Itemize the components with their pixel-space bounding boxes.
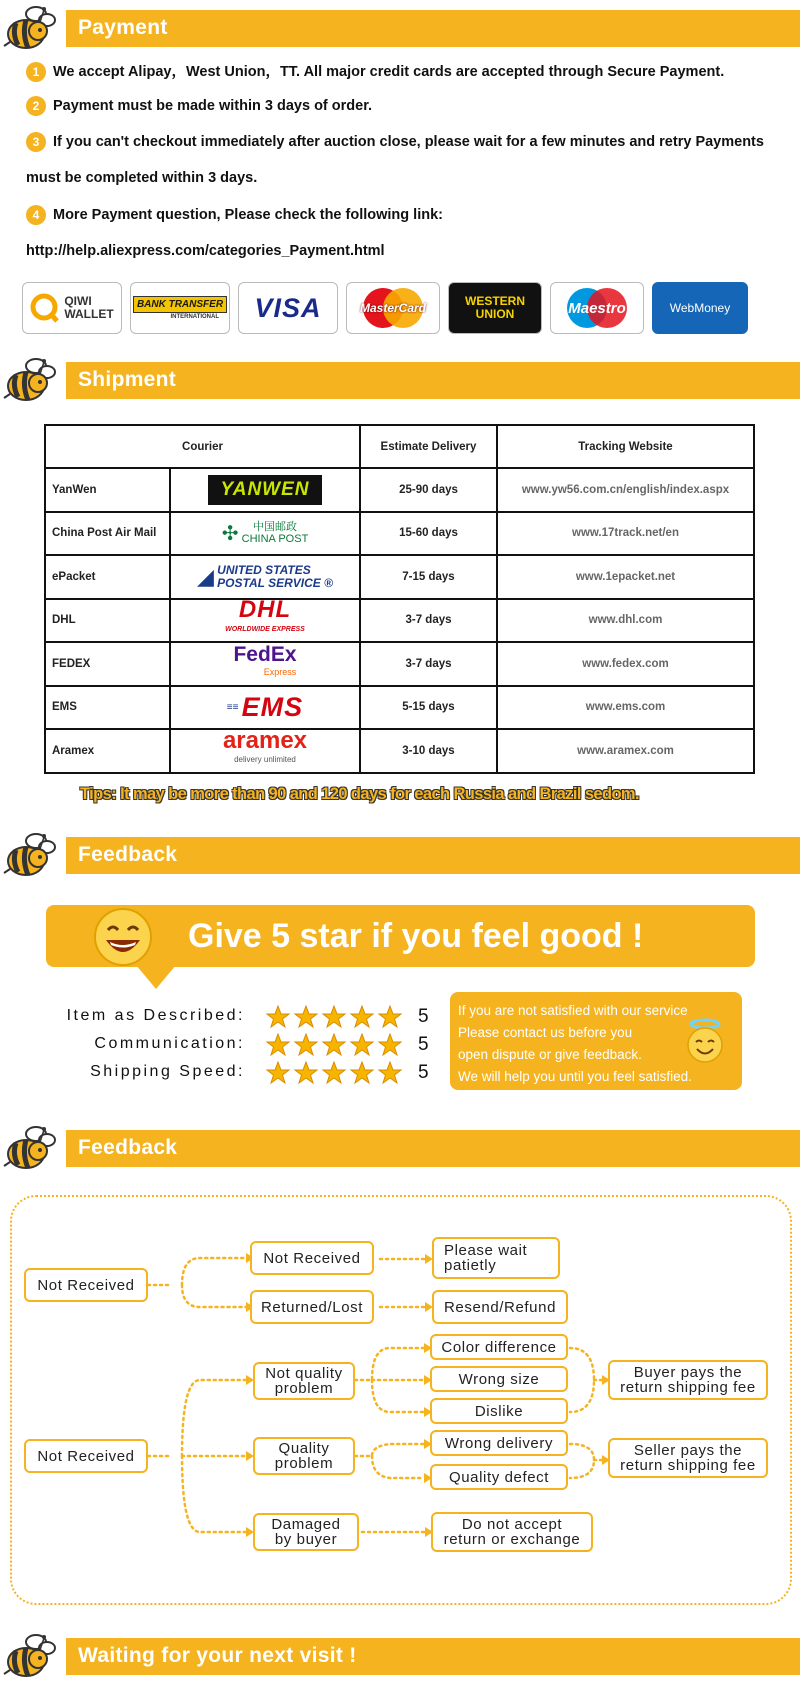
payment-section-header	[0, 0, 800, 60]
courier-name: China Post Air Mail	[45, 512, 170, 556]
flow-node-line: patietly	[444, 1257, 497, 1274]
feedback-flow-section-header	[0, 1120, 800, 1180]
flow-node-not-quality-problem	[253, 1362, 355, 1400]
delivery-time: 25-90 days	[360, 468, 497, 512]
table-header-row	[45, 425, 754, 468]
courier-logo-cell	[170, 468, 360, 512]
flow-node-no-return	[431, 1512, 593, 1552]
delivery-time: 3-10 days	[360, 729, 497, 773]
payment-heading: Payment	[78, 16, 168, 39]
rating-label-communication: Communication:	[94, 1035, 245, 1052]
payment-item-2	[26, 96, 372, 116]
flow-node-line: problem	[274, 1455, 334, 1472]
visa-logo: VISA	[238, 282, 338, 334]
courier-name: Aramex	[45, 729, 170, 773]
flow-node-dislike: Dislike	[430, 1398, 568, 1424]
flow-node-line: Seller pays the	[633, 1442, 743, 1459]
ems-logo: EMS	[241, 691, 304, 722]
tracking-website[interactable]: www.1epacket.net	[497, 555, 754, 599]
note-line: open dispute or give feedback.	[458, 1047, 642, 1062]
tracking-website[interactable]: www.aramex.com	[497, 729, 754, 773]
table-row	[45, 642, 754, 686]
flow-node-line: Not quality	[265, 1365, 343, 1382]
tracking-website[interactable]: www.fedex.com	[497, 642, 754, 686]
smiley-icon	[92, 906, 154, 968]
shipment-header-bar	[66, 362, 800, 399]
table-row	[45, 686, 754, 730]
flow-node-not-received-sub: Not Received	[250, 1241, 374, 1275]
fedex-logo-sub: Express	[263, 667, 297, 678]
footer-header-bar	[66, 1638, 800, 1675]
courier-logo-cell	[170, 642, 360, 686]
courier-logo-cell	[170, 555, 360, 599]
flow-node-line: Buyer pays the	[633, 1364, 743, 1381]
banner-tail	[136, 965, 176, 989]
bee-icon	[2, 827, 58, 883]
number-badge: 2	[26, 96, 46, 116]
qiwi-icon	[30, 293, 60, 323]
fedex-logo: FedEx	[233, 643, 297, 667]
five-star-banner-text: Give 5 star if you feel good !	[188, 917, 644, 955]
rating-score-communication: 5	[418, 1034, 429, 1055]
column-header-courier: Courier	[45, 425, 360, 468]
feedback-section-header	[0, 827, 800, 887]
flow-node-line: Damaged	[271, 1516, 341, 1533]
payment-help-link[interactable]: http://help.aliexpress.com/categories_Payment.html	[26, 243, 385, 259]
flow-node-line: return shipping fee	[620, 1457, 756, 1474]
courier-logo-cell	[170, 686, 360, 730]
courier-logo-cell	[170, 512, 360, 556]
rating-label-item-described: Item as Described:	[66, 1007, 245, 1024]
aramex-logo-sub: delivery unlimited	[234, 755, 296, 765]
usps-logo-line1: UNITED STATES	[217, 562, 311, 577]
courier-name: YanWen	[45, 468, 170, 512]
qiwi-text: QIWI	[64, 294, 92, 308]
ems-stripes-icon: ≡≡	[226, 701, 239, 713]
payment-item-text: Payment must be made within 3 days of order.	[53, 97, 373, 114]
flow-node-returned-lost: Returned/Lost	[250, 1290, 374, 1324]
bee-icon	[2, 1628, 58, 1684]
shipment-tips: Tips: It may be more than 90 and 120 days for each Russia and Brazil sedom.	[80, 785, 639, 803]
angel-smiley-icon	[683, 1018, 727, 1064]
flow-node-not-received: Not Received	[24, 1268, 148, 1302]
flow-node-quality-defect: Quality defect	[430, 1464, 568, 1490]
bee-icon	[2, 352, 58, 408]
flow-node-buyer-pays	[608, 1360, 768, 1400]
payment-item-text: We accept Alipay，West Union，TT. All major credit cards are accepted through Secure Payment.	[53, 64, 725, 80]
flow-node-line: Please wait	[444, 1242, 528, 1259]
note-line: If you are not satisfied with our service	[458, 1003, 688, 1018]
usps-logo-line2: POSTAL SERVICE ®	[217, 575, 333, 590]
flow-node-seller-pays	[608, 1438, 768, 1478]
table-row	[45, 512, 754, 556]
note-line: Please contact us before you	[458, 1025, 633, 1040]
rating-label-shipping-speed: Shipping Speed:	[90, 1063, 245, 1080]
feedback-flow-heading: Feedback	[78, 1136, 178, 1159]
shipment-section-header	[0, 352, 800, 412]
number-badge: 1	[26, 62, 46, 82]
rating-stars-shipping-speed	[266, 1061, 406, 1085]
feedback-heading: Feedback	[78, 843, 178, 866]
payment-item-3	[26, 132, 764, 152]
payment-item-text: More Payment question, Please check the following link:	[53, 206, 443, 223]
international-text: INTERNATIONAL	[170, 314, 219, 320]
table-row	[45, 555, 754, 599]
delivery-time: 5-15 days	[360, 686, 497, 730]
number-badge: 4	[26, 205, 46, 225]
courier-name: FEDEX	[45, 642, 170, 686]
mastercard-text: MasterCard	[359, 301, 427, 315]
courier-name: ePacket	[45, 555, 170, 599]
flow-node-please-wait	[432, 1237, 560, 1279]
flow-node-wrong-size: Wrong size	[430, 1366, 568, 1392]
column-header-tracking: Tracking Website	[497, 425, 754, 468]
table-row	[45, 729, 754, 773]
stars-icon	[266, 1061, 406, 1085]
flow-node-quality-problem	[253, 1437, 355, 1475]
tracking-website[interactable]: www.dhl.com	[497, 599, 754, 643]
delivery-time: 3-7 days	[360, 642, 497, 686]
payment-item-4	[26, 205, 443, 225]
aramex-logo: aramex	[222, 727, 308, 755]
wallet-text: WALLET	[64, 307, 114, 321]
flow-node-not-received-2: Not Received	[24, 1439, 148, 1473]
rating-stars-item-described	[266, 1005, 406, 1029]
shipment-heading: Shipment	[78, 368, 177, 391]
payment-header-bar	[66, 10, 800, 47]
payment-item-1	[26, 60, 724, 82]
dhl-logo-sub: WORLDWIDE EXPRESS	[225, 626, 305, 634]
feedback-header-bar	[66, 837, 800, 874]
rating-score-item-described: 5	[418, 1006, 429, 1027]
courier-logo-cell	[170, 729, 360, 773]
payment-item-3-continuation: must be completed within 3 days.	[26, 170, 258, 186]
flow-connectors	[0, 1190, 800, 1610]
payment-item-text: If you can't checkout immediately after auction close, please wait for a few minutes and retry Payments	[53, 133, 764, 150]
table-row	[45, 599, 754, 643]
bee-icon	[2, 1120, 58, 1176]
rating-score-shipping-speed: 5	[418, 1062, 429, 1083]
rating-stars-communication	[266, 1033, 406, 1057]
tracking-website[interactable]: www.ems.com	[497, 686, 754, 730]
flow-node-damaged-by-buyer	[253, 1513, 359, 1551]
stars-icon	[266, 1033, 406, 1057]
number-badge: 3	[26, 132, 46, 152]
bank-transfer-text: BANK TRANSFER	[133, 296, 227, 313]
qiwi-logo	[22, 282, 122, 334]
dhl-logo: DHL	[238, 596, 292, 624]
table-row	[45, 468, 754, 512]
usps-eagle-icon: ◢	[197, 563, 214, 589]
column-header-delivery: Estimate Delivery	[360, 425, 497, 468]
delivery-time: 3-7 days	[360, 599, 497, 643]
flow-node-line: by buyer	[274, 1531, 338, 1548]
flow-node-line: problem	[274, 1380, 334, 1397]
tracking-website[interactable]: www.yw56.com.cn/english/index.aspx	[497, 468, 754, 512]
feedback-flow-header-bar	[66, 1130, 800, 1167]
courier-name: DHL	[45, 599, 170, 643]
flow-node-line: return or exchange	[443, 1531, 581, 1548]
payment-logos	[22, 282, 777, 334]
bank-transfer-logo	[130, 282, 230, 334]
bee-icon	[2, 0, 58, 56]
shipment-table	[44, 424, 755, 774]
delivery-time: 7-15 days	[360, 555, 497, 599]
maestro-logo	[550, 282, 644, 334]
tracking-website[interactable]: www.17track.net/en	[497, 512, 754, 556]
mastercard-logo	[346, 282, 440, 334]
china-post-logo-en: CHINA POST	[241, 533, 309, 546]
flow-node-wrong-delivery: Wrong delivery	[430, 1430, 568, 1456]
union-text: UNION	[475, 307, 515, 321]
flow-node-line: return shipping fee	[620, 1379, 756, 1396]
stars-icon	[266, 1005, 406, 1029]
flow-node-resend-refund: Resend/Refund	[432, 1290, 568, 1324]
courier-logo-cell	[170, 596, 360, 643]
maestro-text: Maestro	[568, 299, 626, 317]
note-line: We will help you until you feel satisfied.	[458, 1069, 692, 1084]
china-post-logo-cn: 中国邮政	[252, 521, 297, 534]
flow-node-line: Quality	[278, 1440, 330, 1457]
delivery-time: 15-60 days	[360, 512, 497, 556]
yanwen-logo: YANWEN	[208, 475, 321, 505]
footer-section-header	[0, 1628, 800, 1688]
flow-node-line: Do not accept	[461, 1516, 563, 1533]
webmoney-logo: WebMoney	[652, 282, 748, 334]
western-text: WESTERN	[465, 294, 525, 308]
western-union-logo	[448, 282, 542, 334]
courier-name: EMS	[45, 686, 170, 730]
footer-heading: Waiting for your next visit !	[78, 1644, 357, 1667]
flow-node-color-difference: Color difference	[430, 1334, 568, 1360]
china-post-icon: ✣	[221, 522, 239, 545]
